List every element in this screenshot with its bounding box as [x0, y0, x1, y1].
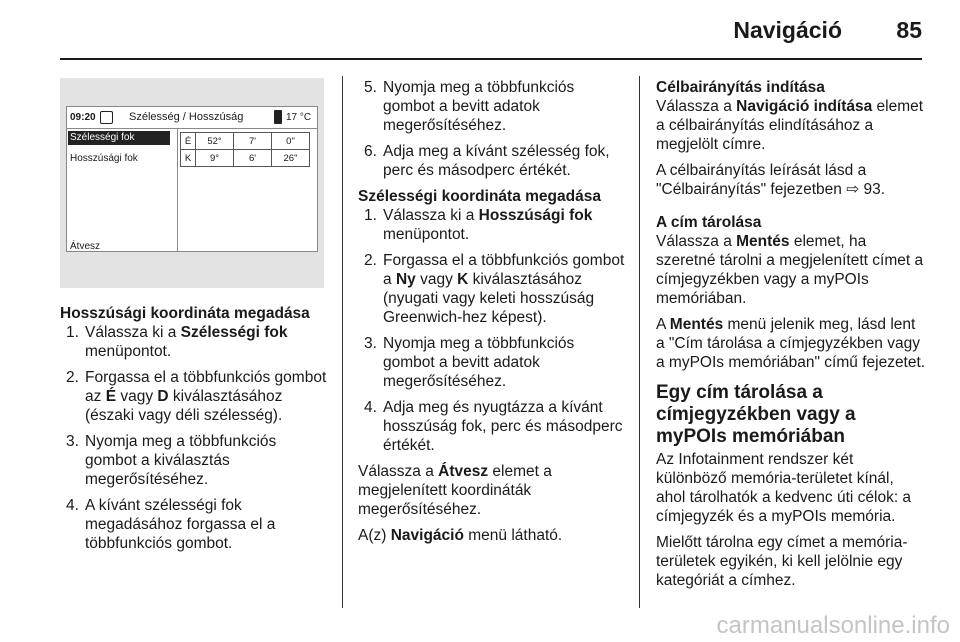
paragraph: A Mentés menü jelenik meg, lásd lent a "Cím tárolása a címjegyzékben vagy a myPOIs memóriában" című fejezetet. [656, 316, 926, 371]
header-rule [60, 58, 922, 60]
column-1 [60, 304, 330, 560]
paragraph: Válassza a Navigáció indítása elemet a célbairányítás elindításához a megjelölt címre. [656, 98, 924, 153]
list-item: 2. Forgassa el a többfunkciós gombot a Ny vagy K kiválasztásához (nyugati vagy keleti hosszúság Greenwich-hez képest). [364, 252, 625, 326]
list-item: 5. Nyomja meg a többfunkciós gombot a bevitt adatok megerősítéséhez. [364, 79, 575, 134]
column-divider-2 [639, 76, 640, 608]
coord-deg[interactable]: 9° [196, 150, 234, 167]
battery-icon [274, 110, 282, 124]
list-item: 3. Nyomja meg a többfunkciós gombot a bevitt adatok megerősítéséhez. [364, 335, 575, 390]
menu-item-longitude[interactable]: Hosszúsági fok [70, 153, 138, 164]
coord-sec[interactable]: 26" [272, 150, 310, 167]
coord-sec[interactable]: 0" [272, 133, 310, 150]
coord-deg[interactable]: 52° [196, 133, 234, 150]
paragraph: Válassza a Átvesz elemet a megjelenített koordináták megerősítéséhez. [358, 463, 552, 518]
column-divider-1 [342, 76, 343, 608]
coordinate-grid [180, 132, 310, 167]
column-3 [656, 78, 926, 597]
screen-title: Szélesség / Hosszúság [129, 111, 244, 123]
paragraph: Az Infotainment rendszer két különböző memória-területet kínál, ahol tárolhatók a kedvenc úti célok: a címjegyzék és a myPOIs memória. [656, 451, 912, 525]
list-item: 4. Adja meg és nyugtázza a kívánt hosszúság fok, perc és másodperc értékét. [364, 399, 623, 454]
coordinate-row-lon [181, 150, 310, 167]
menu-item-latitude[interactable]: Szélességi fok [68, 131, 170, 145]
list-item: 2. Forgassa el a többfunkciós gombot az É vagy D kiválasztásához (északi vagy déli szélesség). [66, 369, 327, 424]
list-item: 3. Nyomja meg a többfunkciós gombot a kiválasztás megerősítéséhez. [66, 433, 277, 488]
section-heading: Célbairányítás indítása [656, 79, 825, 96]
step-list [60, 323, 330, 553]
section-heading: Szélességi koordináta megadása [358, 188, 601, 205]
section-heading: A cím tárolása [656, 214, 762, 231]
coord-dir[interactable]: É [181, 133, 196, 150]
coord-min[interactable]: 7' [234, 133, 272, 150]
list-item: 6. Adja meg a kívánt szélesség fok, perc és másodperc értékét. [364, 143, 610, 179]
column-2 [358, 78, 630, 552]
page-header [0, 0, 960, 62]
coord-min[interactable]: 6' [234, 150, 272, 167]
step-list [358, 78, 630, 180]
major-heading: Egy cím tárolása a címjegyzékben vagy a myPOIs memóriában [656, 382, 856, 447]
paragraph: A célbairányítás leírását lásd a "Célbairányítás" fejezetben ⇨ 93. [656, 162, 886, 198]
list-item: 1. Válassza ki a Hosszúsági fok menüpontot. [364, 207, 593, 243]
paragraph: A(z) Navigáció menü látható. [358, 527, 563, 544]
section-heading: Hosszúsági koordináta megadása [60, 305, 310, 322]
paragraph: Mielőtt tárolna egy címet a memória-területek egyikén, ki kell jelölnie egy kategóriát a címhez. [656, 534, 908, 589]
step-list [358, 206, 630, 455]
page-number: 85 [896, 17, 922, 43]
screen-menu [67, 129, 178, 252]
screen-temperature: 17 °C [286, 112, 312, 123]
screen-time: 09:20 [70, 112, 96, 123]
paragraph: Válassza a Mentés elemet, ha szeretné tárolni a megjelenített címet a címjegyzékben vagy a myPOIs memóriában. [656, 233, 924, 307]
screen-status-bar [67, 107, 317, 129]
nav-screen [66, 106, 318, 252]
coord-dir[interactable]: K [181, 150, 196, 167]
list-item: 1. Válassza ki a Szélességi fok menüpontot. [66, 324, 288, 360]
watermark: carmanualsonline.info [716, 612, 950, 639]
screen-illustration [60, 78, 324, 288]
coordinate-row-lat [181, 133, 310, 150]
nav-mode-icon [100, 111, 113, 124]
header-title: Navigáció [733, 17, 842, 43]
menu-item-accept[interactable]: Átvesz [70, 241, 101, 252]
list-item: 4. A kívánt szélességi fok megadásához forgassa el a többfunkciós gombot. [66, 497, 276, 552]
